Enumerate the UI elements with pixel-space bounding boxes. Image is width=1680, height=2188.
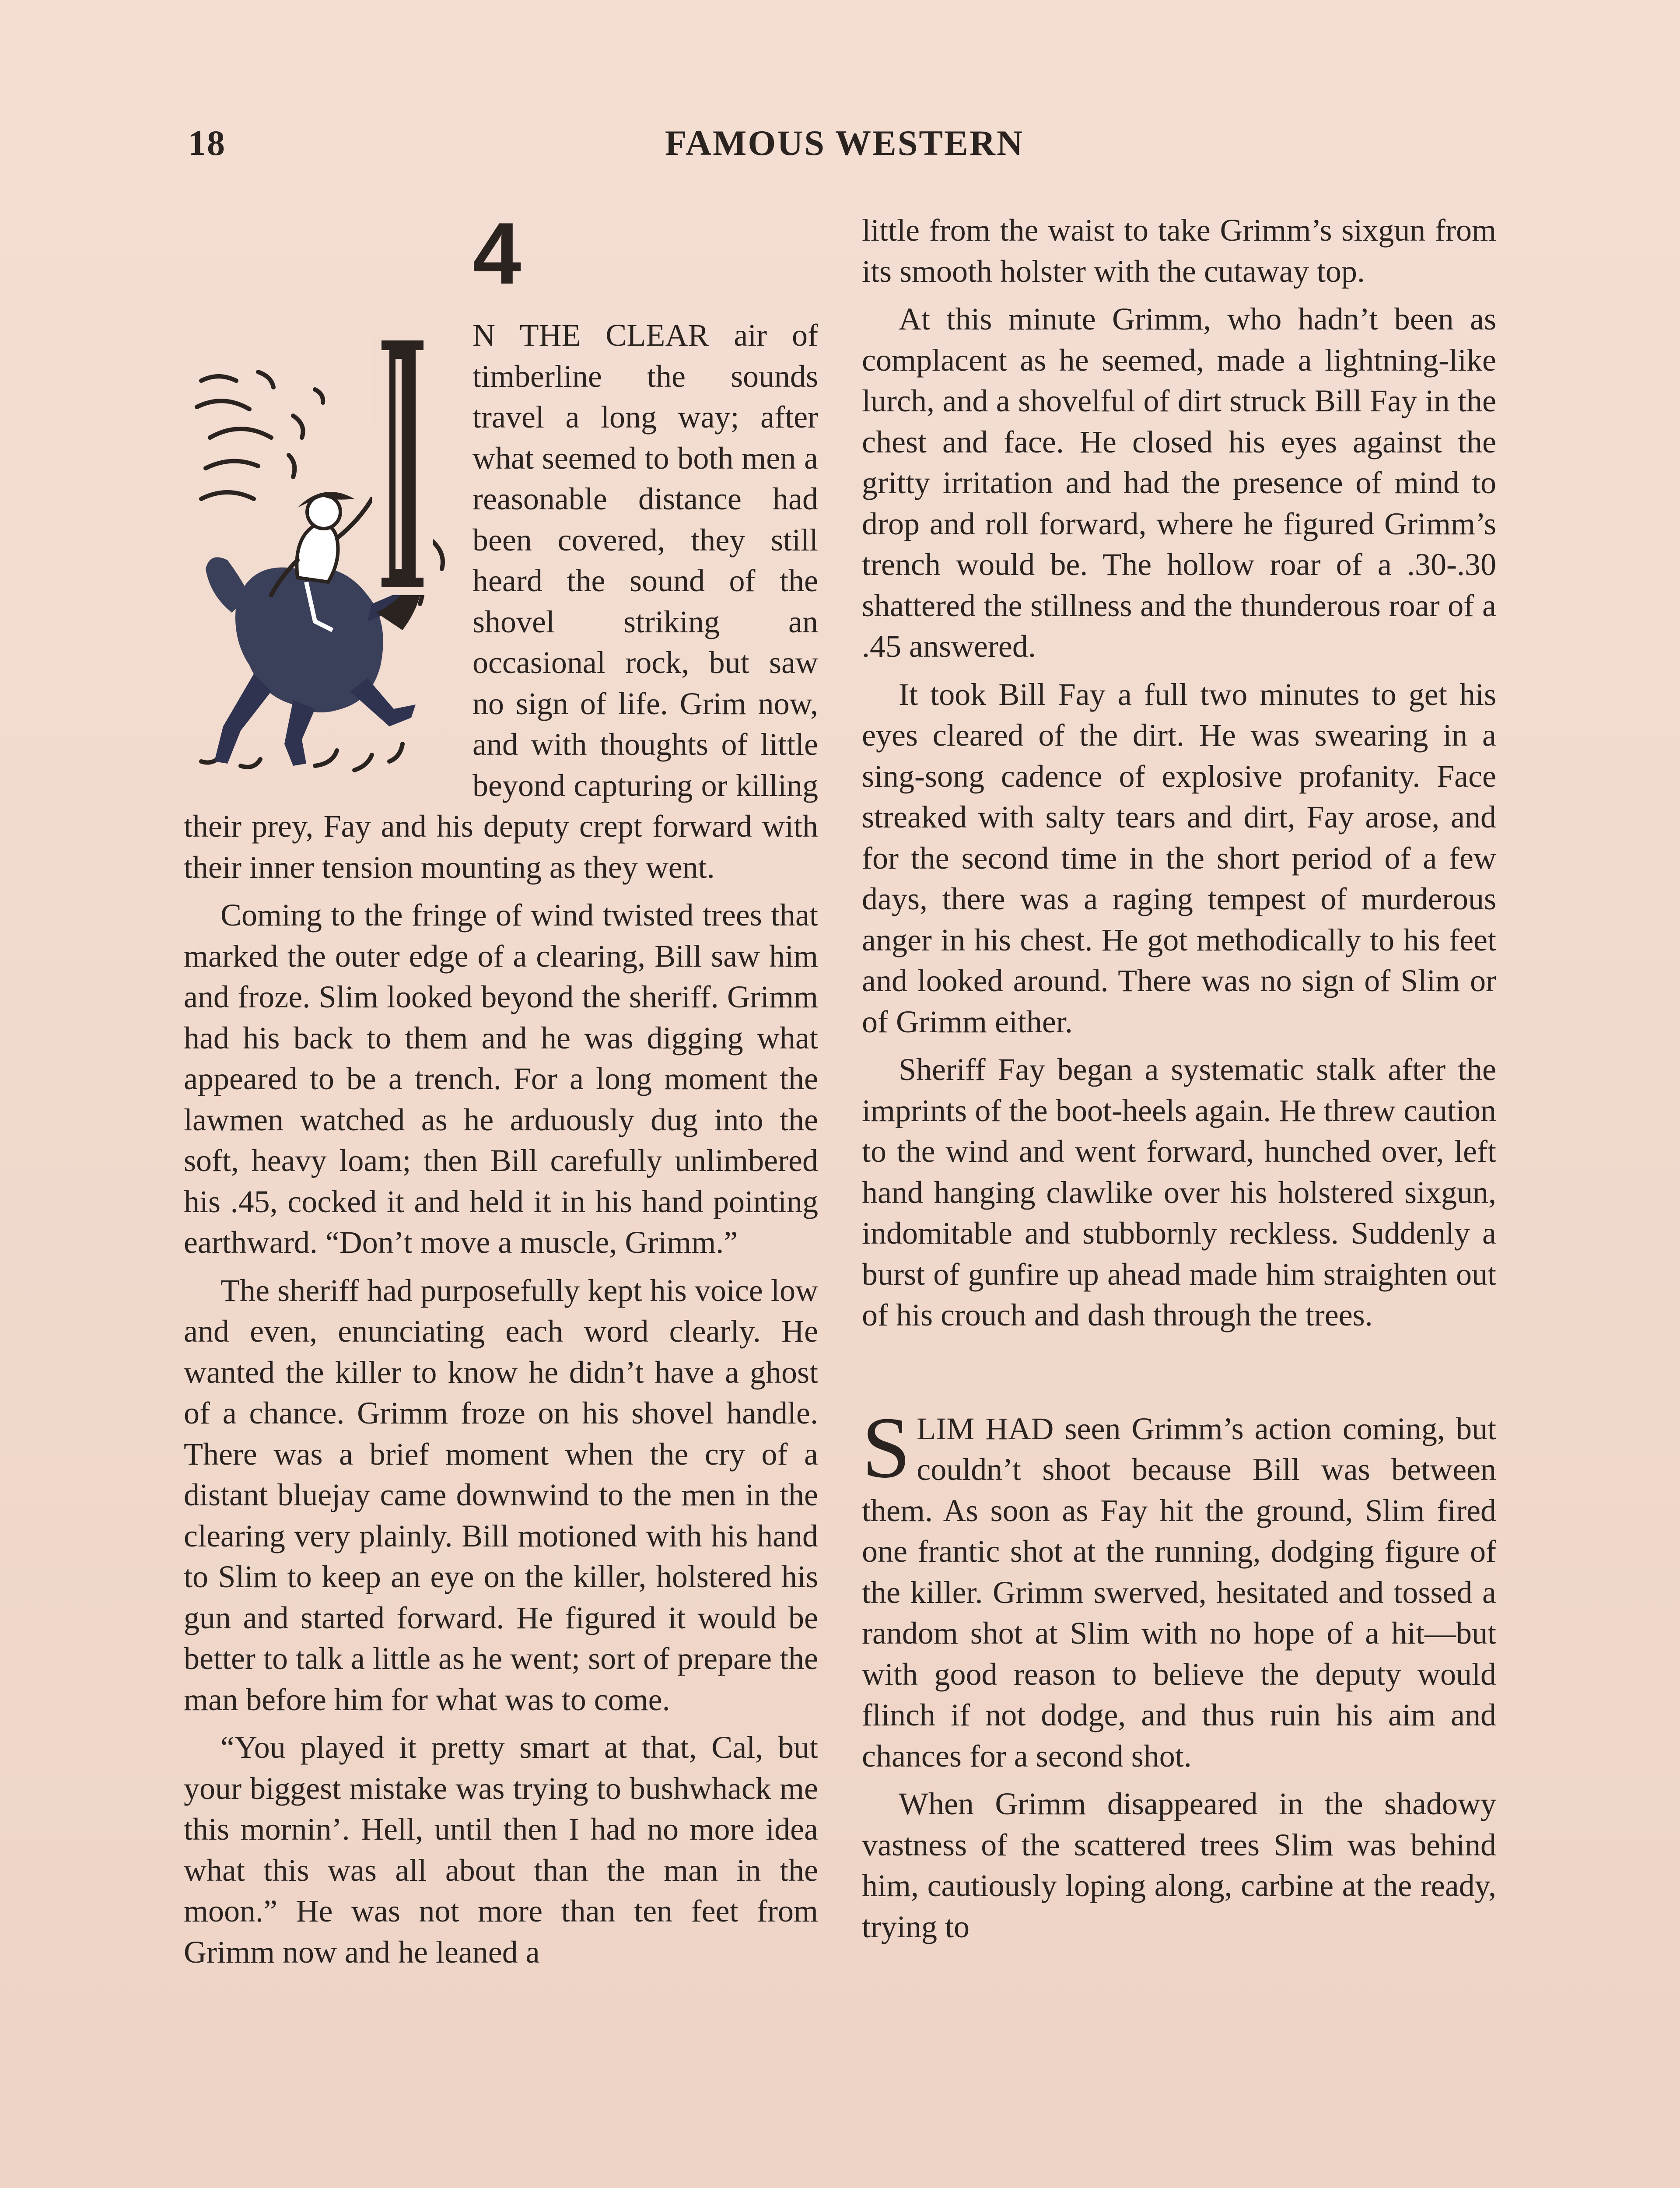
body-paragraph: At this minute Grimm, who hadn’t been as complacent as he seemed, made a lightning-like lurch, and a shovelful of dirt struck Bill Fay in the chest and face. He closed his eyes against the gritty irritation and had the presence of mind to drop and roll forward, where he figured Grimm’s trench would be. The hollow roar of a .30-.30 shattered the stillness and the thunderous roar of a .45 answered. <box>862 302 1496 664</box>
chapter-number: 4 <box>472 205 522 302</box>
cowboy-on-bucking-horse-icon <box>184 333 464 779</box>
body-paragraph: Sheriff Fay began a systematic stalk after the imprints of the boot-heels again. He threw caution to the wind and went forward, hunched over, left hand hanging clawlike over his holstered sixgun, indomitable and stubbornly reckless. Suddenly a burst of gunfire up ahead made him straighten out of his crouch and dash through the trees. <box>862 1052 1496 1332</box>
section-opening-text: LIM HAD seen Grimm’s action coming, but couldn’t shoot because Bill was between them. As soon as Fay hit the ground, Slim fired one frantic shot at the running, dodging figure of the killer. Grimm swerved, hesitated and tossed a random shot at Slim with no hope of a hit—but with good reason to believe the deputy would flinch if not dodge, and thus ruin his aim and chances for a second shot. <box>862 1411 1496 1774</box>
body-paragraph: little from the waist to take Grimm’s sixgun from its smooth holster with the cutaway top. <box>862 213 1496 289</box>
body-paragraph: “You played it pretty smart at that, Cal, but your biggest mistake was trying to bushwhack me this mornin’. Hell, until then I had no more idea what this was all about than the man in the moon.” He was not more than ten feet from Grimm now and he leaned a <box>184 1730 818 1970</box>
page-number: 18 <box>188 123 226 163</box>
right-column <box>862 210 1496 1954</box>
magazine-title: FAMOUS WESTERN <box>665 123 1024 163</box>
chapter-illustration <box>184 333 464 779</box>
chapter-opening <box>184 315 818 888</box>
section-opening-paragraph <box>862 1399 1496 1777</box>
body-paragraph: The sheriff had purposefully kept his voice low and even, enunciating each word clearly. He wanted the killer to know he didn’t have a ghost of a chance. Grimm froze on his shovel handle. There was a brief moment when the cry of a distant bluejay came downwind to the men in the clearing very plainly. Bill motioned with his hand to Slim to keep an eye on the killer, holstered his gun and started forward. He figured it would be better to talk a little as he went; sort of prepare the man before him for what was to come. <box>184 1273 818 1717</box>
section-break <box>862 1343 1496 1409</box>
left-column <box>184 206 818 1980</box>
page-header <box>188 123 1501 171</box>
chapter-opening-paragraph: N THE CLEAR air of timberline the sounds travel a long way; after what seemed to both men a reasonable distance had been covered, they still heard the sound of the shovel striking an occasional rock, but saw no sign of life. Grim now, and with thoughts of little beyond capturing or killing their prey, Fay and his deputy crept forward with their inner tension mounting as they went. <box>184 318 818 885</box>
body-paragraph: When Grimm disappeared in the shadowy vastness of the scattered trees Slim was behind him, cautiously loping along, carbine at the ready, trying to <box>862 1786 1496 1944</box>
body-paragraph: It took Bill Fay a full two minutes to get his eyes cleared of the dirt. He was swearing in a sing-song cadence of explosive profanity. Face streaked with salty tears and dirt, Fay arose, and for the second time in the short period of a few days, there was a raging tempest of murderous anger in his chest. He got methodically to his feet and looked around. There was no sign of Slim or of Grimm either. <box>862 677 1496 1039</box>
body-paragraph: Coming to the fringe of wind twisted trees that marked the outer edge of a clearing, Bill saw him and froze. Slim looked beyond the sheriff. Grimm had his back to them and he was digging what appeared to be a trench. For a long moment the lawmen watched as he arduously dug into the soft, heavy loam; then Bill carefully unlimbered his .45, cocked it and held it in his hand pointing earthward. “Don’t move a muscle, Grimm.” <box>184 898 818 1260</box>
section-drop-cap: S <box>862 1399 911 1496</box>
